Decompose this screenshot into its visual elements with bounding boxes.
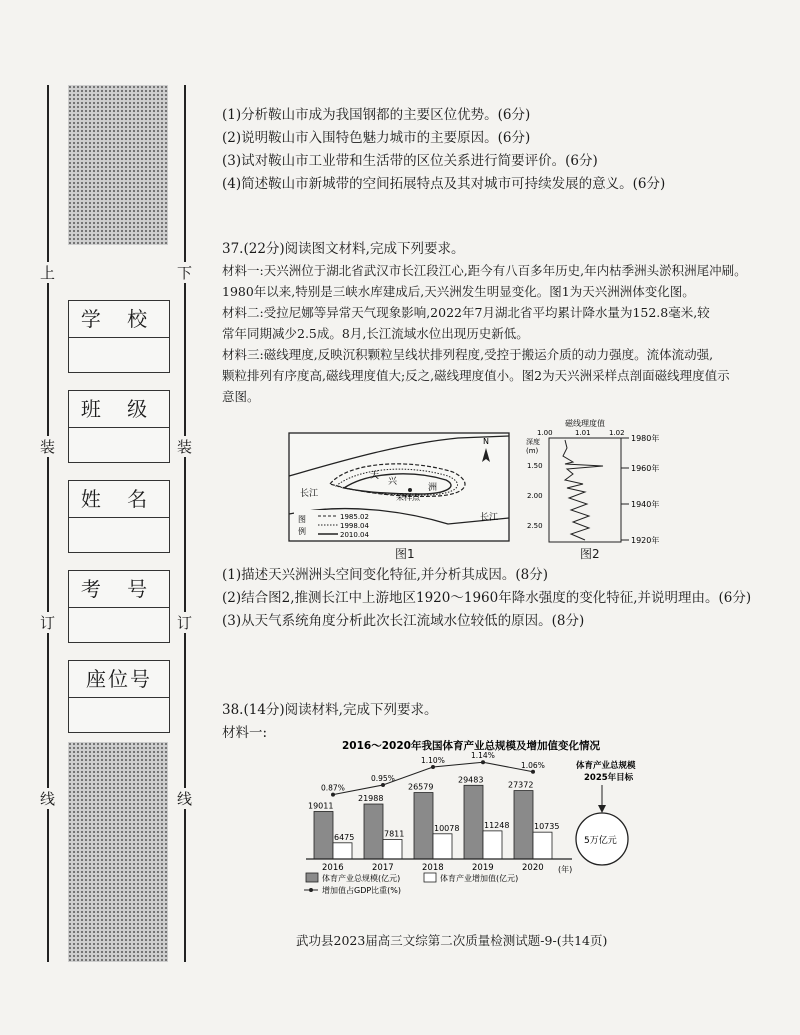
field-school-label: 学 校 bbox=[69, 301, 169, 338]
field-name-blank[interactable] bbox=[69, 518, 169, 552]
label-gdp-2020: 1.06% bbox=[521, 760, 545, 770]
binding-char-bottom-right: 线 bbox=[177, 790, 193, 808]
bar-total-2017 bbox=[364, 804, 383, 859]
fig1-legend-1985: 1985.02 bbox=[340, 513, 369, 521]
chart-target-value: 5万亿元 bbox=[584, 836, 617, 846]
tick-2017: 2017 bbox=[372, 863, 394, 873]
fig1-legend-title-1: 图 bbox=[298, 515, 306, 524]
fig2-ytick-3: 2.50 bbox=[527, 522, 543, 530]
figure-2-caption: 图2 bbox=[580, 547, 600, 561]
field-exam-number[interactable] bbox=[68, 570, 170, 643]
q37-material-2-line-2: 常年同期减少2.5成。8月,长江流域水位出现历史新低。 bbox=[222, 326, 529, 341]
label-added-2016: 6475 bbox=[334, 832, 355, 842]
fig1-legend-title-2: 例 bbox=[298, 527, 306, 536]
q37-material-3-line-2: 颗粒排列有序度高,磁线理度值大;反之,磁线理度值小。图2为天兴洲采样点剖面磁线理度值示 bbox=[222, 368, 730, 383]
chart-legend-gdp: 增加值占GDP比重(%) bbox=[322, 886, 402, 895]
chart-target-title-1: 体育产业总规模 bbox=[576, 761, 636, 771]
q37-material-1-line-1: 材料一:天兴洲位于湖北省武汉市长江段江心,距今有八百多年历史,年内枯季洲头淤积洲尾冲刷。 bbox=[222, 263, 747, 278]
fig2-title: 磁线理度值 bbox=[565, 419, 605, 428]
figure-1-map bbox=[288, 432, 510, 542]
field-name[interactable] bbox=[68, 480, 170, 553]
gdp-point-2019 bbox=[481, 760, 485, 764]
q37-item-1: (1)描述天兴洲洲头空间变化特征,并分析其成因。(8分) bbox=[222, 567, 549, 583]
fig1-north-label: N bbox=[483, 437, 489, 446]
label-total-2016: 19011 bbox=[308, 801, 334, 811]
q36-item-3: (3)试对鞍山市工业带和生活带的区位关系进行简要评价。(6分) bbox=[222, 153, 598, 169]
binding-char-low-left: 订 bbox=[40, 614, 56, 632]
figure-1-caption: 图1 bbox=[395, 547, 415, 561]
sports-industry-chart bbox=[300, 735, 650, 895]
bar-added-2016 bbox=[333, 843, 352, 859]
field-exam-number-label: 考 号 bbox=[69, 571, 169, 608]
label-total-2018: 26579 bbox=[408, 782, 434, 792]
fig2-year-1980: 1980年 bbox=[631, 434, 660, 443]
field-name-label: 姓 名 bbox=[69, 481, 169, 518]
chart-x-unit: (年) bbox=[558, 865, 573, 874]
bar-added-2017 bbox=[383, 839, 402, 859]
field-exam-number-blank[interactable] bbox=[69, 608, 169, 642]
label-total-2017: 21988 bbox=[358, 794, 384, 804]
tick-2018: 2018 bbox=[422, 863, 444, 873]
figure-2-plot bbox=[525, 418, 685, 548]
binding-pattern-bottom bbox=[68, 742, 168, 962]
q37-material-2-line-1: 材料二:受拉尼娜等异常天气现象影响,2022年7月湖北省平均累计降水量为152.8毫米,较 bbox=[222, 305, 710, 320]
chart-target-title-2: 2025年目标 bbox=[584, 773, 634, 783]
field-class-blank[interactable] bbox=[69, 428, 169, 462]
fig2-year-1960: 1960年 bbox=[631, 464, 660, 473]
q37-material-1-line-2: 1980年以来,特别是三峡水库建成后,天兴洲发生明显变化。图1为天兴洲洲体变化图。 bbox=[222, 284, 695, 299]
fig1-legend-1998: 1998.04 bbox=[340, 522, 369, 530]
fig1-legend-2010: 2010.04 bbox=[340, 531, 369, 539]
label-total-2020: 27372 bbox=[508, 780, 534, 790]
label-gdp-2017: 0.95% bbox=[371, 774, 395, 783]
label-added-2017: 7811 bbox=[384, 829, 405, 839]
chart-title: 2016～2020年我国体育产业总规模及增加值变化情况 bbox=[342, 740, 600, 752]
fig1-sample-point: 采样点 bbox=[396, 493, 420, 502]
binding-char-top-left: 上 bbox=[40, 264, 56, 282]
q38-header: 38.(14分)阅读材料,完成下列要求。 bbox=[222, 702, 438, 718]
bar-added-2019 bbox=[483, 831, 502, 859]
fig2-xtick-3: 1.02 bbox=[609, 429, 625, 437]
tick-2020: 2020 bbox=[522, 863, 544, 873]
fig1-island-char-2: 兴 bbox=[388, 477, 398, 487]
bar-total-2016 bbox=[314, 811, 333, 859]
binding-line-right bbox=[184, 85, 186, 962]
label-gdp-2019: 1.14% bbox=[471, 751, 495, 761]
q37-material-3-line-3: 意图。 bbox=[222, 389, 260, 404]
q36-item-4: (4)简述鞍山市新城带的空间拓展特点及其对城市可持续发展的意义。(6分) bbox=[222, 176, 666, 192]
fig2-depth-unit: (m) bbox=[526, 447, 539, 455]
field-school-blank[interactable] bbox=[69, 338, 169, 372]
q37-item-3: (3)从天气系统角度分析此次长江流域水位较低的原因。(8分) bbox=[222, 613, 585, 629]
binding-pattern-top bbox=[68, 85, 168, 245]
fig2-xtick-2: 1.01 bbox=[575, 429, 591, 437]
bar-total-2019 bbox=[464, 785, 483, 859]
field-class[interactable] bbox=[68, 390, 170, 463]
fig2-year-1920: 1920年 bbox=[631, 536, 660, 545]
tick-2016: 2016 bbox=[322, 863, 344, 873]
label-gdp-2016: 0.87% bbox=[321, 783, 345, 793]
fig2-ytick-1: 1.50 bbox=[527, 462, 543, 470]
fig2-depth-label: 深度 bbox=[526, 438, 540, 446]
gdp-point-2020 bbox=[531, 770, 535, 774]
field-seat-number-label: 座位号 bbox=[69, 661, 169, 698]
binding-char-mid-right: 装 bbox=[177, 438, 193, 456]
field-seat-number[interactable] bbox=[68, 660, 170, 733]
chart-legend-added: 体育产业增加值(亿元) bbox=[440, 874, 519, 883]
bar-added-2020 bbox=[533, 832, 552, 859]
bar-added-2018 bbox=[433, 834, 452, 859]
field-seat-number-blank[interactable] bbox=[69, 698, 169, 732]
label-added-2019: 11248 bbox=[484, 820, 510, 830]
gdp-point-2018 bbox=[431, 765, 435, 769]
label-total-2019: 29483 bbox=[458, 775, 484, 785]
tick-2019: 2019 bbox=[472, 863, 494, 873]
bar-total-2018 bbox=[414, 793, 433, 859]
fig1-island-char-3: 洲 bbox=[428, 483, 438, 493]
q37-material-3-line-1: 材料三:磁线理度,反映沉积颗粒呈线状排列程度,受控于搬运介质的动力强度。流体流动强, bbox=[222, 347, 714, 362]
field-class-label: 班 级 bbox=[69, 391, 169, 428]
binding-char-bottom-left: 线 bbox=[40, 790, 56, 808]
page-footer: 武功县2023届高三文综第二次质量检测试题-9-(共14页) bbox=[296, 933, 608, 948]
q36-item-1: (1)分析鞍山市成为我国钢都的主要区位优势。(6分) bbox=[222, 107, 531, 123]
fig1-river-left: 长江 bbox=[300, 489, 319, 499]
fig2-year-1940: 1940年 bbox=[631, 500, 660, 509]
q37-item-2: (2)结合图2,推测长江中上游地区1920～1960年降水强度的变化特征,并说明理由。(6分) bbox=[222, 590, 752, 606]
label-added-2018: 10078 bbox=[434, 823, 460, 833]
q37-header: 37.(22分)阅读图文材料,完成下列要求。 bbox=[222, 241, 465, 257]
chart-legend-total: 体育产业总规模(亿元) bbox=[322, 874, 401, 883]
binding-char-top-right: 下 bbox=[177, 264, 193, 282]
label-added-2020: 10735 bbox=[534, 822, 560, 832]
label-gdp-2018: 1.10% bbox=[421, 756, 445, 765]
q36-item-2: (2)说明鞍山市入围特色魅力城市的主要原因。(6分) bbox=[222, 130, 531, 146]
gdp-point-2016 bbox=[331, 793, 335, 797]
binding-char-low-right: 订 bbox=[177, 614, 193, 632]
binding-char-mid-left: 装 bbox=[40, 438, 56, 456]
fig2-ytick-2: 2.00 bbox=[527, 492, 543, 500]
fig2-xtick-1: 1.00 bbox=[537, 429, 553, 437]
gdp-point-2017 bbox=[381, 783, 385, 787]
bar-total-2020 bbox=[514, 791, 533, 859]
binding-line-left bbox=[47, 85, 49, 962]
field-school[interactable] bbox=[68, 300, 170, 373]
fig1-island-char-1: 天 bbox=[370, 471, 380, 481]
fig1-river-right: 长江 bbox=[480, 513, 499, 523]
q38-material-1: 材料一: bbox=[222, 725, 268, 741]
